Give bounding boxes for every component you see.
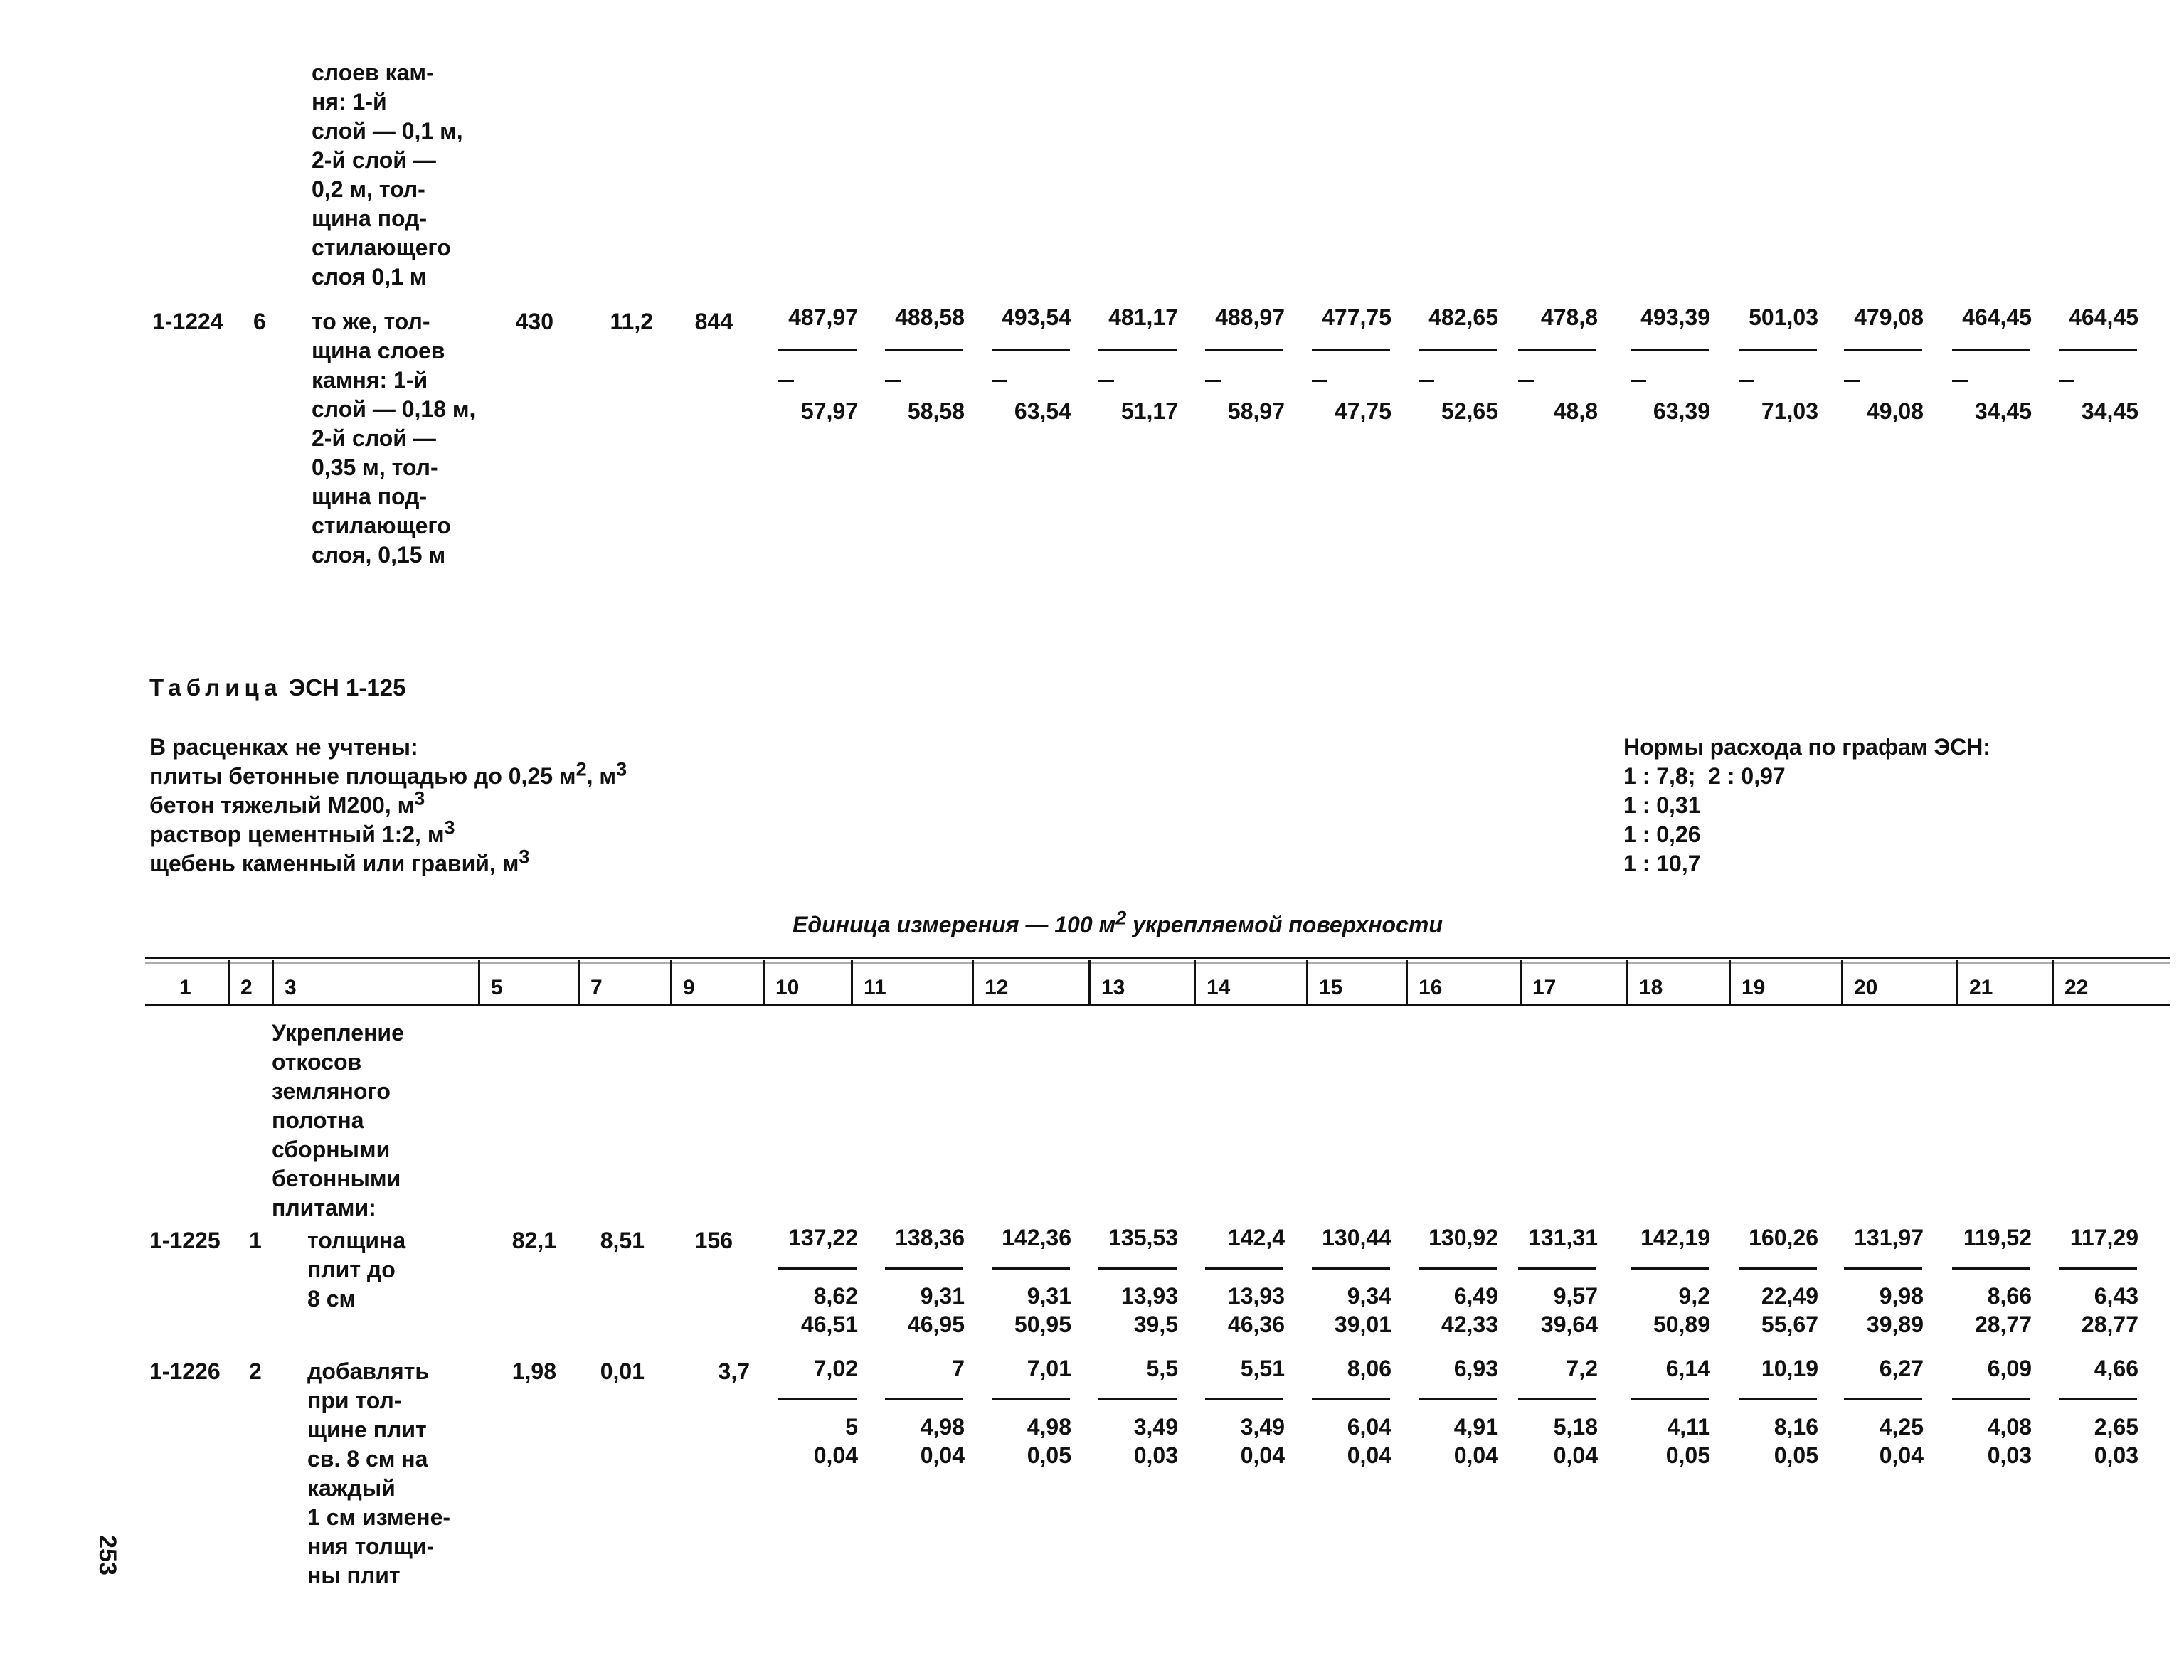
row-1224-code: 1-1224: [152, 309, 223, 334]
header-divider: [478, 960, 480, 1004]
fraction-line: [1518, 349, 1596, 351]
value-sub1: 4,11: [1667, 1414, 1710, 1440]
header-divider: [1306, 960, 1308, 1004]
fraction-line: [1205, 349, 1283, 351]
value-sub1: 5,18: [1553, 1414, 1598, 1440]
header-cell: 7: [590, 976, 603, 999]
value-main: 479,08: [1854, 304, 1924, 330]
value-main: 6,09: [1987, 1356, 2032, 1381]
row-code: 1-1226: [149, 1359, 221, 1384]
not-included-item: [149, 817, 627, 849]
section-title-line: бетонными: [272, 1166, 401, 1191]
fraction-line: [1631, 1398, 1709, 1400]
fraction-dash: [1739, 380, 1754, 382]
value-sub1: 4,08: [1987, 1414, 2032, 1440]
value-sub2: 0,04: [920, 1442, 965, 1468]
value-sub1: 8,66: [1987, 1283, 2032, 1309]
value-sub1: 22,49: [1761, 1283, 1818, 1309]
value-main: 131,31: [1528, 1225, 1598, 1250]
fraction-line: [1205, 1267, 1283, 1270]
value-sub1: 6,43: [2094, 1283, 2138, 1309]
value-sub2: 28,77: [2081, 1312, 2138, 1337]
description-line: св. 8 см на: [307, 1446, 428, 1472]
value-sub2: 0,04: [1553, 1442, 1598, 1468]
value-main: 10,19: [1761, 1356, 1818, 1381]
value-main: 5,51: [1240, 1356, 1285, 1381]
header-divider: [272, 960, 274, 1004]
value-main: 478,8: [1540, 304, 1598, 330]
fraction-line: [1739, 1398, 1817, 1400]
value-sub2: 50,95: [1014, 1312, 1071, 1337]
fraction-line: [1844, 1267, 1922, 1270]
value-sub1: 9,2: [1678, 1283, 1710, 1309]
fraction-dash: [1419, 380, 1434, 382]
fraction-line: [2059, 349, 2137, 351]
value-main: 488,97: [1215, 304, 1285, 330]
cell-col7: 0,01: [600, 1359, 645, 1384]
header-divider: [972, 960, 974, 1004]
header-divider: [2052, 960, 2054, 1004]
item-text: плиты бетонные площадью до 0,25 м: [149, 763, 576, 789]
item-text-mid: , м: [586, 763, 617, 789]
description-line: 0,2 м, тол-: [312, 176, 425, 202]
table-title-prefix: Таблица: [149, 674, 282, 701]
description-line: слоя 0,1 м: [312, 264, 427, 289]
fraction-line: [992, 1267, 1070, 1270]
cell-col9: 156: [694, 1228, 733, 1253]
value-sub1: 3,49: [1133, 1414, 1178, 1440]
header-cell: 20: [1854, 976, 1878, 999]
value-sub1: 9,34: [1347, 1283, 1391, 1309]
cell-col5: 1,98: [511, 1359, 556, 1384]
section-title-line: полотна: [272, 1107, 364, 1133]
description-line: 2-й слой —: [312, 147, 436, 173]
header-divider: [1841, 960, 1843, 1004]
fraction-line: [1312, 1398, 1390, 1400]
unit-of-measure: [793, 907, 1443, 940]
value-sub2: 39,64: [1540, 1312, 1598, 1337]
value-main: 142,4: [1227, 1225, 1285, 1250]
fraction-dash: [1952, 380, 1968, 382]
value-sub1: 9,31: [1027, 1283, 1071, 1309]
value-sub: 34,45: [2081, 398, 2138, 424]
header-divider: [1088, 960, 1091, 1004]
fraction-line: [1952, 349, 2030, 351]
description-line: плит до: [307, 1257, 396, 1282]
item-sup: 3: [444, 817, 455, 839]
description-line: ня: 1-й: [312, 89, 387, 115]
value-sub2: 0,04: [1347, 1442, 1391, 1468]
value-sub2: 46,95: [907, 1312, 965, 1337]
value-sub2: 0,04: [1453, 1442, 1498, 1468]
fraction-line: [1631, 349, 1709, 351]
value-main: 7,01: [1027, 1356, 1071, 1381]
section-title-line: откосов: [272, 1049, 362, 1075]
header-cell: 22: [2064, 976, 2089, 999]
description-line: камня: 1-й: [312, 367, 428, 393]
value-sub2: 0,04: [813, 1442, 858, 1468]
fraction-dash: [1518, 380, 1534, 382]
value-sub2: 0,04: [1240, 1442, 1285, 1468]
unit-text: Единица измерения — 100 м: [793, 912, 1116, 937]
description-line: 0,35 м, тол-: [312, 454, 438, 480]
header-cell: 18: [1639, 976, 1663, 999]
fraction-line: [885, 1267, 963, 1270]
unit-text-rest: укрепляемой поверхности: [1126, 912, 1443, 937]
fraction-line: [1518, 1398, 1596, 1400]
value-sub: 63,54: [1014, 398, 1071, 424]
fraction-dash: [1098, 380, 1114, 382]
section-title-line: Укрепление: [272, 1020, 404, 1046]
item-sup: 3: [414, 787, 425, 809]
header-cell: 11: [864, 976, 886, 999]
value-sub1: 9,31: [920, 1283, 965, 1309]
description-line: ния толщи-: [307, 1533, 435, 1559]
header-divider: [670, 960, 672, 1004]
header-cell: 13: [1101, 976, 1125, 999]
not-included-item: [149, 787, 627, 820]
value-sub2: 46,36: [1227, 1312, 1285, 1337]
fraction-line: [2059, 1398, 2137, 1400]
value-sub2: 50,89: [1653, 1312, 1710, 1337]
value-sub1: 13,93: [1120, 1283, 1178, 1309]
header-cell: 21: [1969, 976, 1993, 999]
description-line: слоя, 0,15 м: [312, 542, 446, 568]
value-sub2: 46,51: [800, 1312, 858, 1337]
value-main: 493,39: [1640, 304, 1710, 330]
value-sub1: 2,65: [2094, 1414, 2138, 1440]
header-cell: 3: [285, 976, 297, 999]
header-cell: 9: [683, 976, 695, 999]
item-sup: 2: [576, 758, 587, 780]
description-line: 1 см измене-: [307, 1504, 451, 1530]
value-main: 481,17: [1108, 304, 1178, 330]
value-main: 501,03: [1749, 304, 1818, 330]
value-main: 8,06: [1347, 1356, 1391, 1381]
value-main: 482,65: [1428, 304, 1498, 330]
description-line: щине плит: [307, 1417, 427, 1442]
item-sup: 3: [519, 846, 530, 868]
cell-col5: 82,1: [511, 1228, 556, 1253]
section-title-line: плитами:: [272, 1195, 376, 1221]
value-main: 135,53: [1108, 1225, 1178, 1250]
fraction-line: [992, 1398, 1070, 1400]
table-title: [149, 673, 405, 702]
value-sub2: 42,33: [1441, 1312, 1498, 1337]
value-sub: 51,17: [1120, 398, 1178, 424]
fraction-dash: [885, 380, 901, 382]
fraction-dash: [1312, 380, 1327, 382]
value-main: 142,36: [1002, 1225, 1071, 1250]
header-cell: 15: [1319, 976, 1343, 999]
header-top-border: [145, 957, 2170, 959]
fraction-line: [778, 1267, 857, 1270]
value-sub2: 0,05: [1027, 1442, 1071, 1468]
description-line: 2-й слой —: [312, 425, 436, 451]
description-line: слой — 0,18 м,: [312, 396, 476, 422]
page-number: 253: [93, 1535, 121, 1575]
not-included-item: [149, 758, 627, 791]
value-sub: 58,97: [1227, 398, 1285, 424]
value-main: 130,92: [1428, 1225, 1498, 1250]
norms-value: 1 : 7,8; 2 : 0,97: [1623, 763, 1786, 789]
row-1224-col7: 11,2: [610, 309, 653, 334]
header-divider: [1956, 960, 1958, 1004]
description-line: щина под-: [312, 484, 428, 509]
row-num: 1: [249, 1228, 262, 1253]
header-top-border-2: [145, 962, 2170, 964]
fraction-line: [1952, 1398, 2030, 1400]
header-cell: 19: [1742, 976, 1766, 999]
header-divider: [1520, 960, 1522, 1004]
value-main: 488,58: [895, 304, 965, 330]
value-sub: 49,08: [1866, 398, 1924, 424]
section-title-line: сборными: [272, 1137, 391, 1162]
value-sub2: 0,05: [1665, 1442, 1710, 1468]
cell-col7: 8,51: [600, 1228, 645, 1253]
fraction-dash: [1631, 380, 1646, 382]
row-code: 1-1225: [149, 1228, 221, 1253]
value-sub: 58,58: [907, 398, 965, 424]
fraction-line: [992, 349, 1070, 351]
value-main: 142,19: [1640, 1225, 1710, 1250]
value-sub1: 8,62: [813, 1283, 858, 1309]
header-divider: [578, 960, 580, 1004]
value-sub: 63,39: [1653, 398, 1710, 424]
header-cell: 5: [491, 976, 503, 999]
header-cell: 1: [179, 976, 191, 999]
fraction-line: [1419, 1267, 1497, 1270]
value-sub2: 28,77: [1974, 1312, 2032, 1337]
fraction-line: [1844, 349, 1922, 351]
value-sub1: 4,98: [1027, 1414, 1071, 1440]
row-1224-num: 6: [253, 309, 266, 334]
value-main: 6,27: [1879, 1356, 1924, 1381]
fraction-line: [1205, 1398, 1283, 1400]
value-sub1: 9,57: [1553, 1283, 1598, 1309]
header-divider: [1194, 960, 1196, 1004]
value-main: 477,75: [1322, 304, 1391, 330]
item-sup: 3: [616, 758, 627, 780]
value-main: 7: [952, 1356, 965, 1381]
fraction-dash: [778, 380, 794, 382]
row-1224-col9: 844: [694, 309, 733, 334]
fraction-line: [1419, 349, 1497, 351]
fraction-line: [1098, 1398, 1177, 1400]
value-sub1: 4,25: [1879, 1414, 1924, 1440]
fraction-line: [1098, 1267, 1177, 1270]
description-line: стилающего: [312, 513, 451, 538]
norms-value: 1 : 0,26: [1623, 822, 1701, 847]
value-main: 7,02: [813, 1356, 858, 1381]
header-divider: [851, 960, 853, 1004]
header-divider: [763, 960, 765, 1004]
fraction-line: [778, 1398, 857, 1400]
fraction-dash: [1205, 380, 1221, 382]
header-divider: [228, 960, 230, 1004]
fraction-line: [1844, 1398, 1922, 1400]
value-main: 130,44: [1322, 1225, 1391, 1250]
fraction-dash: [2059, 380, 2074, 382]
value-main: 464,45: [1962, 304, 2032, 330]
fraction-dash: [1844, 380, 1860, 382]
value-sub2: 0,03: [2094, 1442, 2138, 1468]
fraction-line: [1739, 1267, 1817, 1270]
fraction-line: [1312, 1267, 1390, 1270]
norms-value: 1 : 0,31: [1623, 792, 1701, 818]
description-line: щина слоев: [312, 338, 445, 363]
value-sub: 71,03: [1761, 398, 1818, 424]
description-line: ны плит: [307, 1563, 401, 1588]
value-sub: 47,75: [1334, 398, 1391, 424]
value-main: 493,54: [1002, 304, 1071, 330]
unit-sup: 2: [1115, 907, 1127, 929]
value-sub2: 55,67: [1761, 1312, 1818, 1337]
header-cell: 10: [775, 976, 800, 999]
value-sub: 57,97: [800, 398, 858, 424]
header-divider: [1406, 960, 1408, 1004]
value-sub1: 4,98: [920, 1414, 965, 1440]
not-included-block: [149, 733, 627, 878]
header-cell: 2: [240, 976, 253, 999]
value-sub1: 4,91: [1453, 1414, 1498, 1440]
value-main: 5,5: [1146, 1356, 1178, 1381]
header-cell: 16: [1419, 976, 1443, 999]
fraction-line: [1739, 349, 1817, 351]
value-main: 119,52: [1963, 1225, 2032, 1250]
value-main: 7,2: [1566, 1356, 1598, 1381]
value-sub2: 39,01: [1334, 1312, 1391, 1337]
description-line: щина под-: [312, 206, 428, 231]
description-line: слой — 0,1 м,: [312, 118, 463, 144]
value-sub: 48,8: [1553, 398, 1598, 424]
fraction-line: [1518, 1267, 1596, 1270]
norms-block: [1623, 733, 1990, 878]
value-sub1: 5: [845, 1414, 858, 1440]
header-cell: 17: [1532, 976, 1557, 999]
value-sub: 34,45: [1974, 398, 2032, 424]
value-main: 487,97: [788, 304, 858, 330]
norms-title: Нормы расхода по графам ЭСН:: [1623, 734, 1990, 760]
description-line: то же, тол-: [312, 309, 430, 334]
value-sub2: 0,03: [1133, 1442, 1178, 1468]
item-text: раствор цементный 1:2, м: [149, 822, 445, 847]
header-divider: [1626, 960, 1628, 1004]
value-sub1: 13,93: [1227, 1283, 1285, 1309]
header-bottom-border: [145, 1004, 2170, 1006]
header-cell: 14: [1207, 976, 1231, 999]
row-1224-col5: 430: [515, 309, 553, 334]
value-main: 117,29: [2069, 1225, 2138, 1250]
value-sub2: 0,04: [1879, 1442, 1924, 1468]
description-line: каждый: [307, 1475, 396, 1501]
not-included-item: [149, 846, 627, 878]
fraction-line: [1952, 1267, 2030, 1270]
description-line: стилающего: [312, 235, 451, 260]
value-main: 137,22: [788, 1225, 858, 1250]
value-main: 6,93: [1453, 1356, 1498, 1381]
header-divider: [1729, 960, 1731, 1004]
fraction-line: [1312, 349, 1390, 351]
value-main: 464,45: [2069, 304, 2138, 330]
value-sub2: 0,03: [1987, 1442, 2032, 1468]
value-main: 131,97: [1854, 1225, 1924, 1250]
value-sub2: 39,5: [1133, 1312, 1178, 1337]
value-sub2: 0,05: [1774, 1442, 1818, 1468]
section-title-line: земляного: [272, 1078, 391, 1104]
header-cell: 12: [985, 976, 1009, 999]
value-sub: 52,65: [1441, 398, 1498, 424]
norms-value: 1 : 10,7: [1623, 851, 1701, 876]
row-num: 2: [249, 1359, 262, 1384]
value-main: 160,26: [1749, 1225, 1818, 1250]
not-included-title: В расценках не учтены:: [149, 734, 418, 760]
value-main: 138,36: [895, 1225, 965, 1250]
description-line: при тол-: [307, 1388, 402, 1413]
fraction-line: [778, 349, 857, 351]
value-main: 6,14: [1665, 1356, 1710, 1381]
fraction-dash: [992, 380, 1007, 382]
fraction-line: [1419, 1398, 1497, 1400]
fraction-line: [885, 1398, 963, 1400]
cell-col9: 3,7: [718, 1359, 750, 1384]
value-sub1: 8,16: [1774, 1414, 1818, 1440]
value-sub1: 6,04: [1347, 1414, 1391, 1440]
description-line: 8 см: [307, 1286, 356, 1312]
description-line: слоев кам-: [312, 60, 434, 85]
fraction-line: [1631, 1267, 1709, 1270]
value-sub1: 6,49: [1453, 1283, 1498, 1309]
description-line: добавлять: [307, 1359, 430, 1384]
fraction-line: [1098, 349, 1177, 351]
value-sub1: 3,49: [1240, 1414, 1285, 1440]
fraction-line: [2059, 1267, 2137, 1270]
item-text: бетон тяжелый М200, м: [149, 792, 415, 818]
table-title-code: ЭСН 1-125: [288, 674, 406, 701]
value-main: 4,66: [2094, 1356, 2138, 1381]
item-text: щебень каменный или гравий, м: [149, 851, 519, 876]
description-line: толщина: [307, 1228, 406, 1253]
value-sub2: 39,89: [1866, 1312, 1924, 1337]
value-sub1: 9,98: [1879, 1283, 1924, 1309]
fraction-line: [885, 349, 963, 351]
